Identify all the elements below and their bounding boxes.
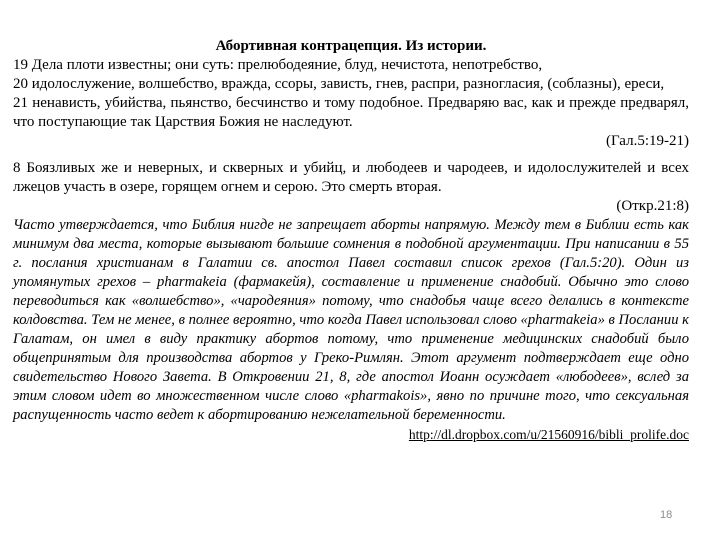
reference-revelation: (Откр.21:8) — [616, 198, 689, 214]
page-title: Абортивная контрацепция. Из истории. — [215, 38, 487, 54]
commentary-paragraph: Часто утверждается, что Библия нигде не запрещает аборты напрямую. Между тем в Библии есть как минимум два места, которые вызывают большие сомнения в подобной аргументации. При написании в 55 г. послания христианам в Галатии св. апостол Павел составил список грехов (Гал.5:20). Один из упомянутых грехов – pharmakeia (фармакейя), составление и применение снадобий. Обычно это слово переводиться как «волшебство», «чародеяния» потому, что снадобья чаще всего делались в контексте колдовства. Тем не менее, в полнее вероятно, что когда Павел использовал слово «pharmakeia» в Послании к Галатам, он имел в виду практику абортов потому, что применение медицинских снадобий было общепринятым для производства абортов у Греко-Римлян. Этот аргумент подтверждает еще одно свидетельство Нового Завета. В Откровении 21, 8, где апостол Иоанн осуждает «любодеев», вслед за этим словом идет во множественном числе слово «pharmakois», явно по причине того, что сексуальная распущенность часто ведет к абортированию нежелательной беременности. — [13, 217, 689, 423]
page-number: 18 — [660, 509, 673, 521]
verse-galatians-20: 20 идолослужение, волшебство, вражда, ссоры, зависть, гнев, распри, разногласия, (соблазны), ереси, — [13, 76, 665, 92]
verse-revelation-8: 8 Боязливых же и неверных, и скверных и убийц, и любодеев и чародеев, и идолослужителей и всех лжецов участь в озере, горящем огнем и серою. Это смерть вторая. — [13, 160, 689, 195]
verse-galatians-19: 19 Дела плоти известны; они суть: прелюбодеяние, блуд, нечистота, непотребство, — [13, 57, 543, 73]
verse-galatians-21: 21 ненависть, убийства, пьянство, бесчинство и тому подобное. Предваряю вас, как и прежде предварял, что поступающие так Царствия Божия не наследуют. — [13, 95, 689, 130]
spacer — [13, 151, 689, 159]
slide-content — [13, 37, 689, 444]
reference-galatians: (Гал.5:19-21) — [606, 133, 689, 149]
source-link[interactable]: http://dl.dropbox.com/u/21560916/bibli_prolife.doc — [408, 427, 689, 442]
